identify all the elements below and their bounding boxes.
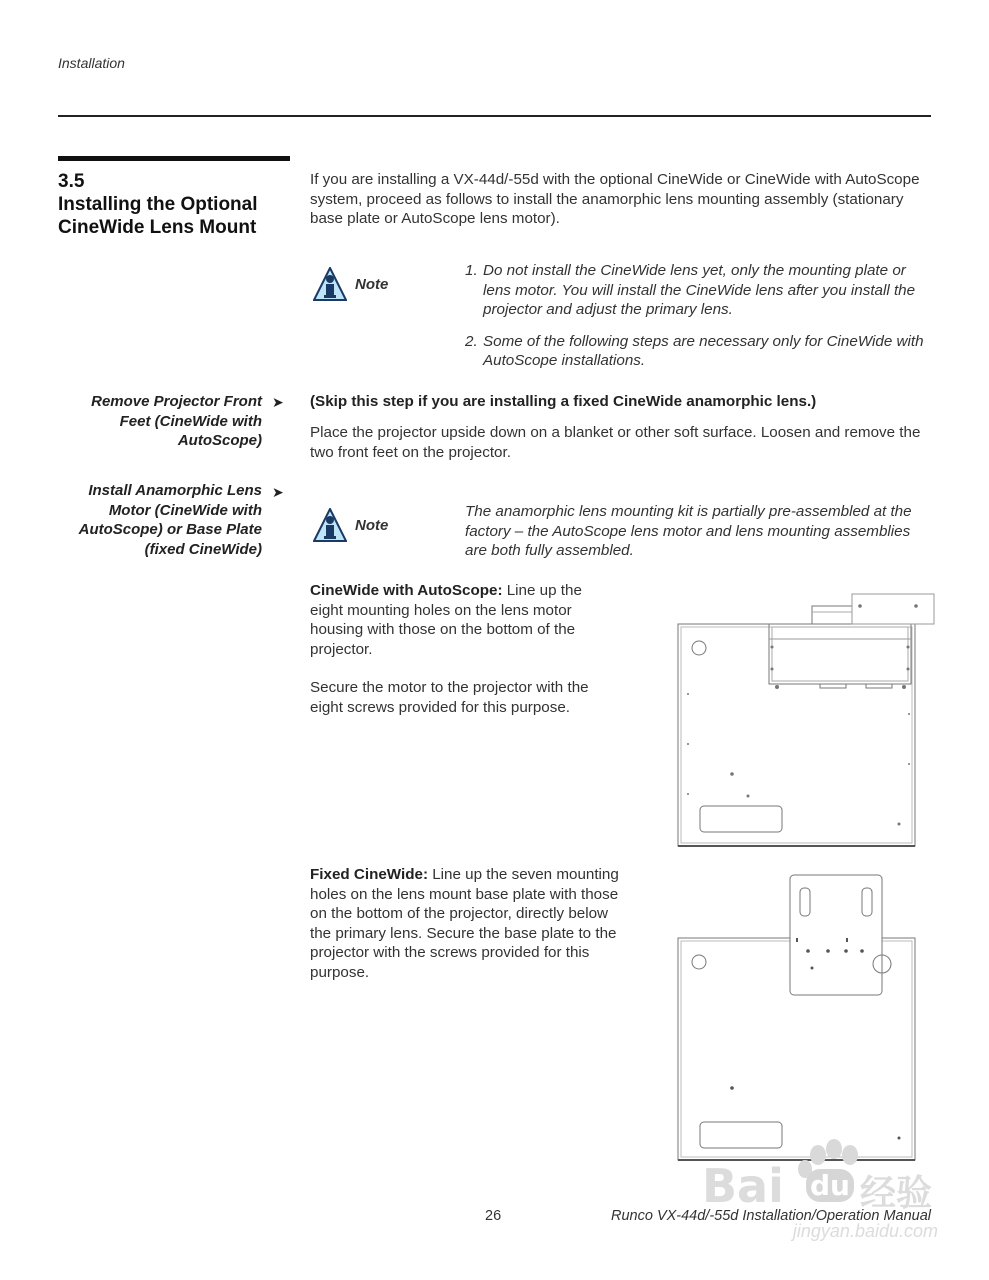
note-item: 1. Do not install the CineWide lens yet, only the mounting plate or lens motor. You will install the CineWide lens after you install the projector and adjust the primary lens. xyxy=(465,262,916,318)
running-head: Installation xyxy=(58,55,125,71)
arrow-icon: ➤ xyxy=(272,484,284,500)
watermark-url: jingyan.baidu.com xyxy=(792,1221,938,1241)
note-text: The anamorphic lens mounting kit is partially pre-assembled at the factory – the AutoScope lens motor and lens mounting assemblies are both fully assembled. xyxy=(465,503,912,559)
page-number: 26 xyxy=(485,1208,502,1224)
step1-text: Place the projector upside down on a blanket or other soft surface. Loosen and remove the two front feet on the projector. xyxy=(310,424,921,461)
intro-paragraph: If you are installing a VX-44d/-55d with the optional CineWide or CineWide with AutoScope system, proceed as follows to install the anamorphic lens mounting assembly (stationary base plate or AutoScope lens motor). xyxy=(310,171,920,227)
step1-skip-note: (Skip this step if you are installing a fixed CineWide anamorphic lens.) xyxy=(310,393,817,410)
footer-manual-title: Runco VX-44d/-55d Installation/Operation Manual xyxy=(611,1208,931,1224)
baidu-watermark xyxy=(700,1135,940,1245)
watermark-chinese: 经验 xyxy=(860,1173,933,1214)
watermark-brand: Bai xyxy=(702,1159,784,1213)
note-label: Note xyxy=(355,517,389,534)
section-rule xyxy=(58,156,290,161)
note-item: 2. Some of the following steps are necessary only for CineWide with AutoScope installations. xyxy=(465,332,924,369)
section-number: 3.5 xyxy=(58,171,85,192)
note-label: Note xyxy=(355,276,389,293)
note-icon xyxy=(313,508,347,544)
header-rule xyxy=(58,115,931,117)
section-title-line2: CineWide Lens Mount xyxy=(58,217,257,238)
step1-heading: Remove Projector Front Feet (CineWide with AutoScope) xyxy=(91,393,262,449)
autoscope-motor-diagram xyxy=(672,584,940,854)
arrow-icon: ➤ xyxy=(272,394,284,410)
section-title-line1: Installing the Optional xyxy=(58,194,258,215)
note-list xyxy=(465,261,933,383)
fixed-base-plate-diagram xyxy=(672,868,922,1168)
note-icon xyxy=(313,267,347,303)
autoscope-paragraph: CineWide with AutoScope: Line up the eight mounting holes on the lens motor housing with those on the bottom of the projector. xyxy=(310,582,582,658)
watermark-paw-text: du xyxy=(806,1169,854,1202)
fixed-paragraph: Fixed CineWide: Line up the seven mounting holes on the lens mount base plate with those on the bottom of the projector, directly below the primary lens. Secure the base plate to the projector with the screws provided for this purpose. xyxy=(310,866,619,981)
section-title xyxy=(58,170,298,239)
step2-heading: Install Anamorphic Lens Motor (CineWide with AutoScope) or Base Plate (fixed CineWide) xyxy=(78,482,262,558)
autoscope-paragraph-2: Secure the motor to the projector with the eight screws provided for this purpose. xyxy=(310,679,589,716)
